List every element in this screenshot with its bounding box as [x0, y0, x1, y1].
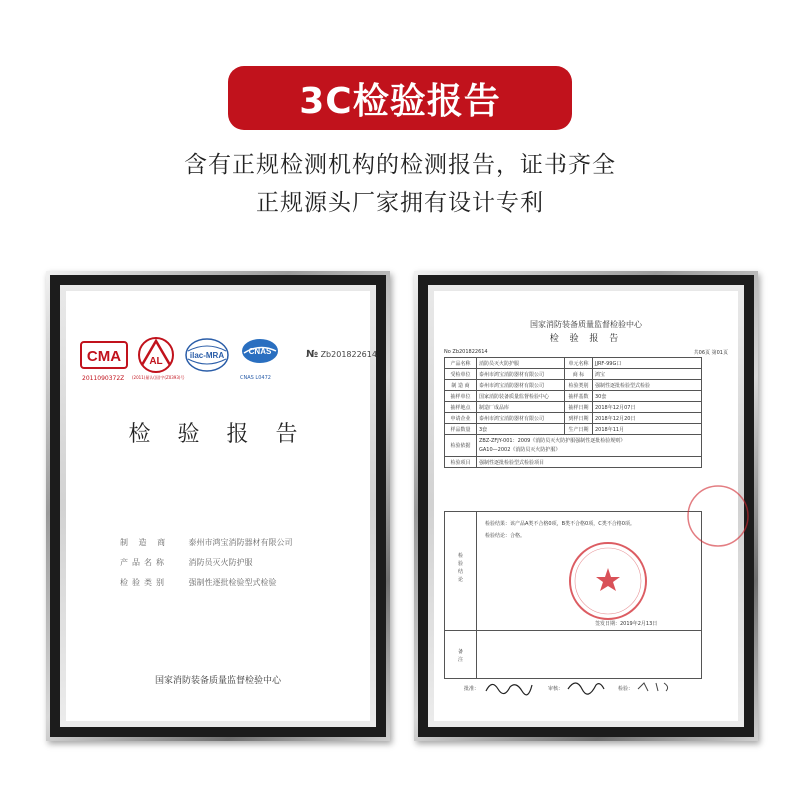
cnas-logo [238, 337, 282, 373]
basis-line: ZBZ-ZFJY-001：2009《消防员灭火防护服强制性逐批检验规则》 [479, 437, 626, 444]
table-key: 产品名称 [445, 358, 477, 369]
table-key: 抽样单位 [445, 391, 477, 402]
table-key: 抽样基数 [565, 391, 593, 402]
cma-number: 2011090372Z [82, 375, 125, 382]
table-key: 制 造 商 [445, 380, 477, 391]
approver-signature [484, 677, 534, 697]
table-key: 样品数量 [445, 424, 477, 435]
table-row [445, 391, 702, 402]
conclusion-label: 检验结论 [458, 553, 464, 583]
remarks-label: 备注 [458, 649, 464, 663]
inspect-label: 检验： [618, 686, 634, 692]
info-label: 制 造 商 [120, 538, 170, 547]
info-value: 消防员灭火防护服 [188, 558, 253, 567]
svg-text:CNAS: CNAS [248, 347, 272, 356]
table-value: 消防员灭火防护服 [477, 358, 565, 369]
table-key: 受检单位 [445, 369, 477, 380]
table-value: 强制性逐批检验型式检验项目 [477, 457, 702, 468]
info-value: 强制性逐批检验型式检验 [188, 578, 277, 587]
table-value: JJRF-99G口 [593, 358, 702, 369]
table-value: 2018年11月 [593, 424, 702, 435]
table-key: 单元名称 [565, 358, 593, 369]
table-row [445, 380, 702, 391]
table-value: 泰州市鸿宝消防器材有限公司 [477, 413, 565, 424]
table-value: 泰州市鸿宝消防器材有限公司 [477, 369, 565, 380]
svg-text:ilac-MRA: ilac-MRA [189, 351, 225, 360]
table-value: 2018年12月07日 [593, 402, 702, 413]
conclusion-result: 检验结果：该产品A类不合格0项，B类不合格0项，C类不合格0项。 [485, 521, 635, 527]
table-key: 抽样日期 [565, 402, 593, 413]
basis-value [477, 435, 702, 457]
left-report-paper [66, 291, 377, 721]
report-info-table [444, 357, 702, 468]
review-label: 审核： [548, 686, 564, 692]
table-key: 生产日期 [565, 424, 593, 435]
table-value: 泰州市鸿宝消防器材有限公司 [477, 380, 565, 391]
svg-text:CMA: CMA [86, 348, 122, 365]
edge-stamp [682, 481, 722, 551]
table-row [445, 435, 702, 457]
table-key: 检验依据 [445, 435, 477, 457]
info-row-manufacturer [120, 537, 293, 548]
info-row-category [120, 577, 277, 588]
table-row [445, 358, 702, 369]
left-report-frame [46, 271, 390, 741]
table-key: 检验类别 [565, 380, 593, 391]
info-row-product [120, 557, 253, 568]
number-symbol: № [306, 349, 319, 360]
table-key: 抽样地点 [445, 402, 477, 413]
svg-text:AL: AL [149, 356, 163, 367]
cal-logo [134, 335, 178, 375]
table-row [445, 424, 702, 435]
approve-label: 批准： [464, 686, 480, 692]
table-value: 国家消防装备质量监督检验中心 [477, 391, 565, 402]
conclusion-verdict: 检验结论：合格。 [485, 533, 526, 539]
table-value: 制造厂成品库 [477, 402, 565, 413]
table-value: 强制性逐批检验型式检验 [593, 380, 702, 391]
title-banner [228, 66, 572, 130]
table-value: 3套 [477, 424, 565, 435]
table-value: 2018年12月20日 [593, 413, 702, 424]
reviewer-signature [566, 677, 606, 697]
report-number: No Zb201822614 [444, 349, 488, 355]
info-label: 产品名称 [120, 558, 168, 567]
table-row [445, 369, 702, 380]
official-stamp [565, 538, 651, 624]
basis-line: GA10—2002《消防员灭火防护服》 [479, 446, 561, 453]
table-value: 30套 [593, 391, 702, 402]
info-label: 检验类别 [120, 578, 168, 587]
report-title: 检 验 报 告 [128, 422, 308, 447]
right-report-frame [414, 271, 758, 741]
sign-date: 签发日期：2019年2月13日 [595, 621, 658, 627]
report-title: 检 验 报 告 [549, 334, 623, 344]
report-number [306, 349, 377, 360]
table-row [445, 402, 702, 413]
issuing-organization: 国家消防装备质量监督检验中心 [154, 676, 281, 686]
table-key: 商 标 [565, 369, 593, 380]
cal-caption: (2011)量认(国)字(Z0393)号 [132, 375, 185, 380]
right-report-paper [434, 291, 738, 721]
inspector-signature [636, 679, 676, 695]
table-row [445, 413, 702, 424]
cma-logo [80, 341, 128, 369]
table-value: 鸿宝 [593, 369, 702, 380]
conclusion-box [444, 511, 702, 679]
table-key: 到样日期 [565, 413, 593, 424]
page-indicator: 共06页 第01页 [693, 350, 728, 356]
cnas-number: CNAS L0472 [240, 375, 271, 381]
subtitle-line-1: 含有正规检测机构的检测报告，证书齐全 [184, 152, 616, 178]
table-key: 检验项目 [445, 457, 477, 468]
table-row [445, 457, 702, 468]
banner-title: 3C检验报告 [299, 80, 501, 122]
report-number-value: Zb201822614 [320, 350, 377, 359]
subtitle-line-2: 正规源头厂家拥有设计专利 [256, 190, 544, 216]
ilac-mra-logo [184, 337, 230, 373]
info-value: 泰州市鸿宝消防器材有限公司 [188, 538, 293, 547]
table-key: 申请企业 [445, 413, 477, 424]
report-org: 国家消防装备质量监督检验中心 [530, 320, 642, 329]
